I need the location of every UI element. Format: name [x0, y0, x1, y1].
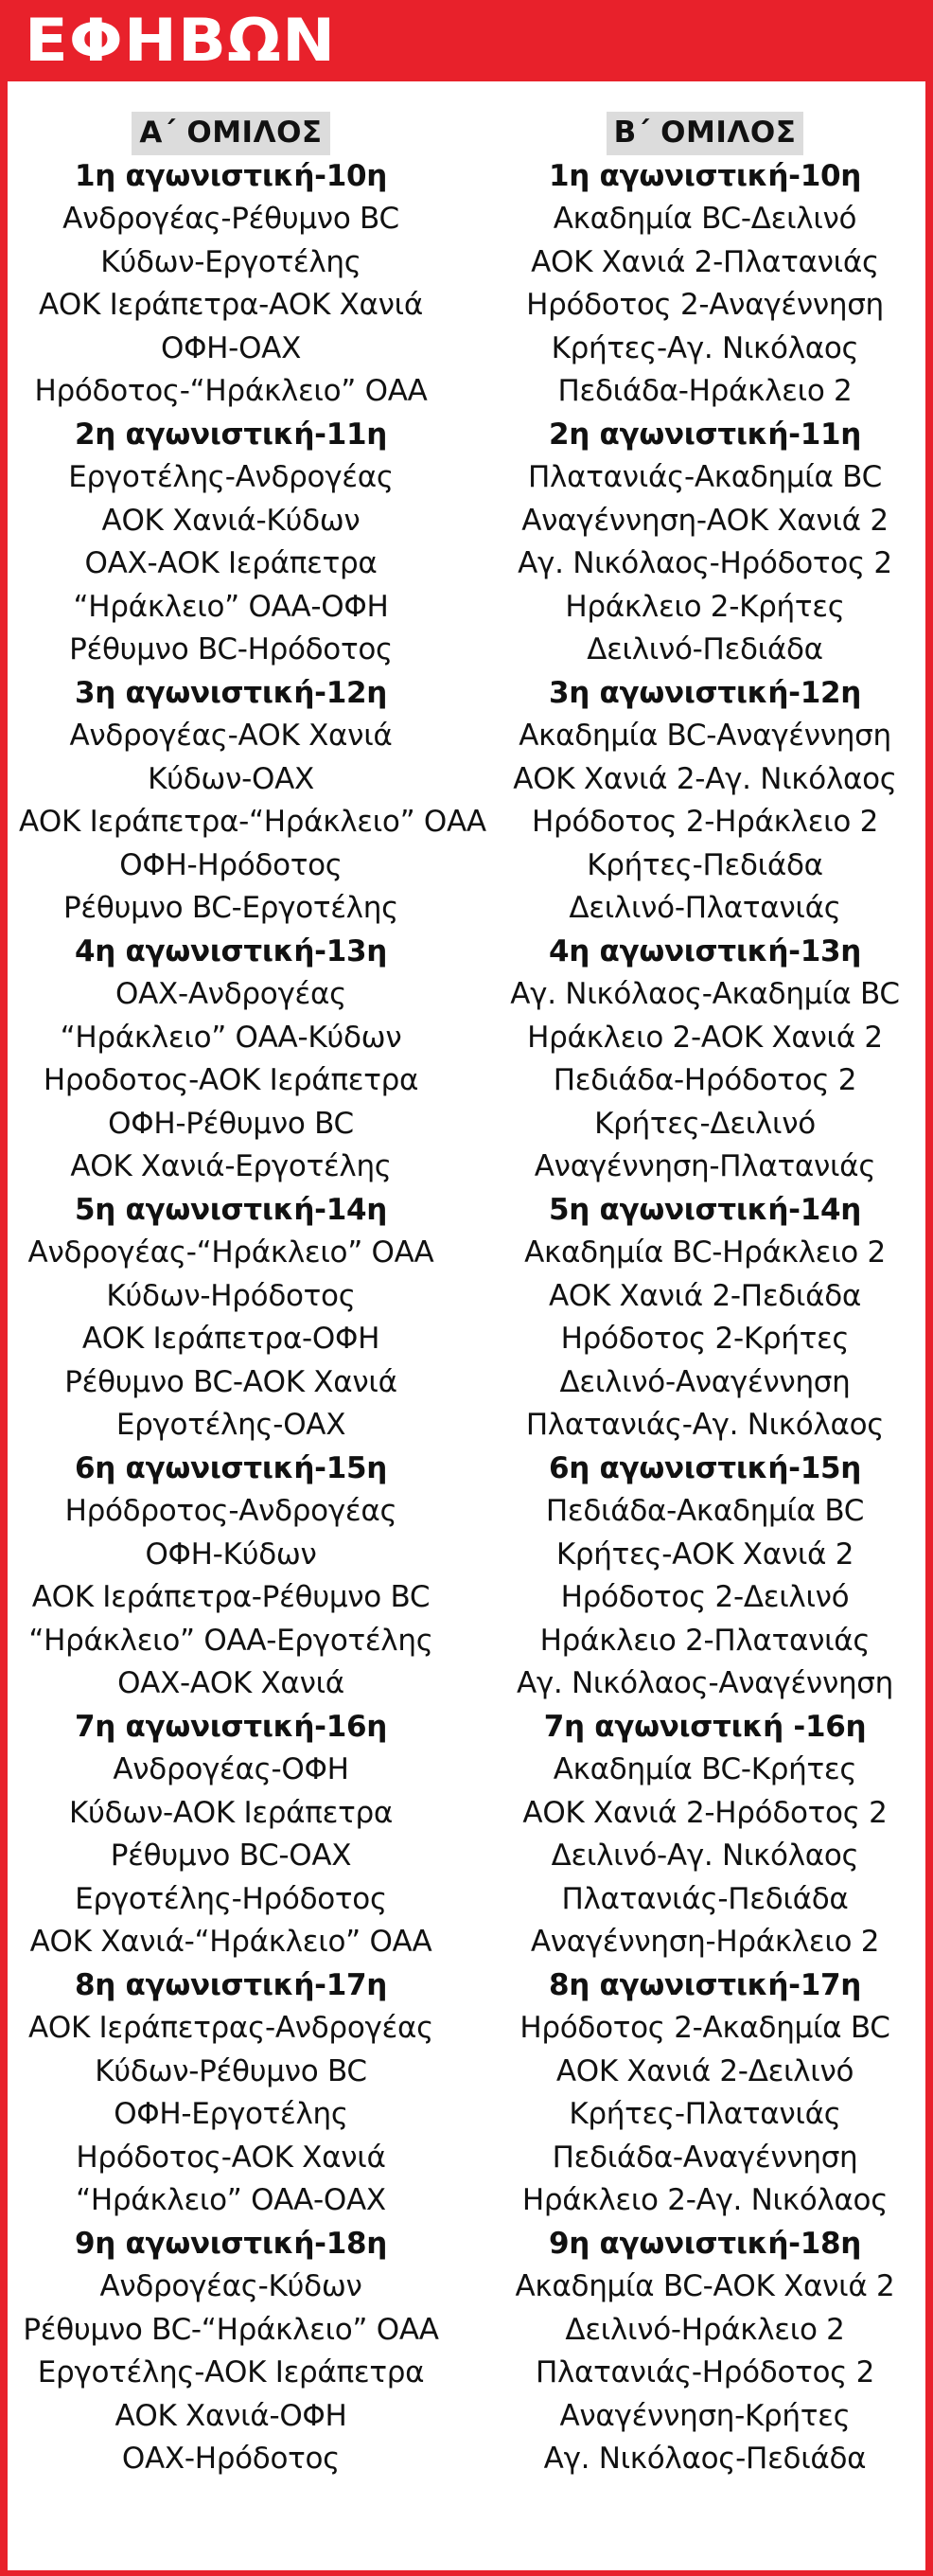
- match-fixture: Δειλινό-Αναγέννηση: [559, 1364, 851, 1399]
- match-fixture: Δειλινό-Πλατανιάς: [569, 891, 841, 925]
- match-fixture: Κρήτες-Αγ. Νικόλαος: [551, 330, 859, 365]
- match-fixture: Εργοτέλης-Ηρόδοτος: [75, 1881, 387, 1916]
- round-title: 7η αγωνιστική-16η: [74, 1709, 388, 1744]
- match-fixture: Πεδιάδα-Αναγέννηση: [552, 2140, 858, 2175]
- match-fixture: Ηράκλειο 2-Πλατανιάς: [539, 1623, 871, 1658]
- match-fixture: Ηρόδροτος-Ανδρογέας: [64, 1494, 397, 1528]
- match-fixture: ΟΦΗ-Ηρόδοτος: [119, 847, 343, 882]
- match-fixture: Κύδων-ΑΟΚ Ιεράπετρα: [69, 1795, 393, 1830]
- group-column-b: [492, 112, 918, 2481]
- match-fixture: Ανδρογέας-Ρέθυμνο BC: [62, 202, 399, 236]
- match-fixture: Αγ. Νικόλαος-Αναγέννηση: [516, 1666, 894, 1700]
- match-fixture: ΑΟΚ Ιεράπετρα-“Ηράκλειο” ΟΑΑ: [19, 805, 486, 839]
- round-title: 8η αγωνιστική-17η: [74, 1967, 388, 2002]
- match-fixture: Ακαδημία BC-Αναγέννηση: [519, 719, 891, 753]
- match-fixture: Πλατανιάς-Ηρόδοτος 2: [535, 2355, 875, 2389]
- round-title: 7η αγωνιστική -16η: [543, 1709, 867, 1744]
- match-fixture: Ρέθυμνο BC-Ηρόδοτος: [69, 632, 393, 666]
- match-fixture: Ακαδημία BC-Ηράκλειο 2: [524, 1235, 886, 1270]
- match-fixture: ΑΟΚ Χανιά-Κύδων: [101, 503, 361, 538]
- match-fixture: Ηροδοτος-ΑΟΚ Ιεράπετρα: [43, 1063, 419, 1097]
- match-fixture: Ακαδημία BC-Κρήτες: [553, 1752, 857, 1786]
- match-fixture: Πεδιάδα-Ηράκλειο 2: [557, 374, 853, 408]
- match-fixture: ΑΟΚ Χανιά 2-Πλατανιάς: [531, 244, 879, 279]
- match-fixture: Εργοτέλης-Ανδρογέας: [68, 460, 394, 494]
- match-fixture: Δειλινό-Ηράκλειο 2: [565, 2312, 845, 2347]
- match-fixture: ΑΟΚ Χανιά 2-Πεδιάδα: [548, 1278, 862, 1313]
- match-fixture: “Ηράκλειο” ΟΑΑ-Κύδων: [60, 1020, 402, 1055]
- match-fixture: Ηρόδοτος 2-Δειλινό: [560, 1580, 850, 1614]
- round-title: 1η αγωνιστική-10η: [548, 158, 862, 193]
- match-fixture: Αναγέννηση-Ηράκλειο 2: [530, 1925, 880, 1959]
- match-fixture: “Ηράκλειο” ΟΑΑ-ΟΑΧ: [76, 2183, 386, 2217]
- match-fixture: ΑΟΚ Χανιά-“Ηράκλειο” ΟΑΑ: [29, 1925, 432, 1959]
- match-fixture: Κύδων-Εργοτέλης: [100, 244, 361, 279]
- match-fixture: ΑΟΚ Χανιά-Εργοτέλης: [70, 1149, 392, 1183]
- match-fixture: Ρέθυμνο BC-“Ηράκλειο” ΟΑΑ: [23, 2312, 439, 2347]
- match-fixture: Αναγέννηση-Πλατανιάς: [534, 1149, 876, 1183]
- match-fixture: Ηρόδοτος 2-Ηράκλειο 2: [531, 805, 878, 839]
- match-fixture: Κρήτες-Δειλινό: [594, 1106, 816, 1141]
- match-fixture: Αγ. Νικόλαος-Ηρόδοτος 2: [518, 546, 892, 580]
- match-fixture: ΟΦΗ-Εργοτέλης: [114, 2097, 348, 2131]
- match-fixture: Ηρόδοτος-ΑΟΚ Χανιά: [76, 2140, 386, 2175]
- match-fixture: ΟΦΗ-Κύδων: [145, 1537, 317, 1572]
- section-header: [0, 0, 933, 81]
- match-fixture: Εργοτέλης-ΑΟΚ Ιεράπετρα: [37, 2355, 425, 2389]
- match-fixture: Ηράκλειο 2-ΑΟΚ Χανιά 2: [527, 1020, 883, 1055]
- match-fixture: Πλατανιάς-Αγ. Νικόλαος: [525, 1408, 885, 1442]
- match-fixture: Ηρόδοτος 2-Αναγέννηση: [526, 288, 884, 322]
- match-fixture: ΑΟΚ Χανιά 2-Αγ. Νικόλαος: [513, 761, 897, 796]
- match-fixture: ΑΟΚ Χανιά-ΟΦΗ: [114, 2398, 347, 2433]
- match-fixture: “Ηράκλειο” ΟΑΑ-ΟΦΗ: [73, 589, 389, 624]
- group-title: Β΄ ΟΜΙΛΟΣ: [607, 112, 804, 155]
- round-title: 8η αγωνιστική-17η: [548, 1967, 862, 2002]
- round-title: 2η αγωνιστική-11η: [548, 417, 862, 452]
- match-fixture: ΟΑΧ-ΑΟΚ Χανιά: [117, 1666, 344, 1700]
- match-fixture: ΟΑΧ-Ηρόδοτος: [121, 2442, 341, 2476]
- match-fixture: Αναγέννηση-ΑΟΚ Χανιά 2: [521, 503, 889, 538]
- round-title: 3η αγωνιστική-12η: [548, 675, 862, 710]
- match-fixture: Κρήτες-ΑΟΚ Χανιά 2: [555, 1537, 854, 1572]
- match-fixture: ΟΑΧ-ΑΟΚ Ιεράπετρα: [84, 546, 378, 580]
- match-fixture: Πεδιάδα-Ηρόδοτος 2: [553, 1063, 857, 1097]
- match-fixture: ΟΦΗ-Ρέθυμνο BC: [108, 1106, 354, 1141]
- round-title: 5η αγωνιστική-14η: [74, 1192, 388, 1227]
- match-fixture: Αναγέννηση-Κρήτες: [559, 2398, 851, 2433]
- match-fixture: Ηρόδοτος-“Ηράκλειο” ΟΑΑ: [34, 374, 428, 408]
- match-fixture: Αγ. Νικόλαος-Ακαδημία BC: [510, 977, 900, 1011]
- match-fixture: Ρέθυμνο BC-Εργοτέλης: [63, 891, 398, 925]
- match-fixture: Ανδρογέας-“Ηράκλειο” ΟΑΑ: [27, 1235, 434, 1270]
- round-title: 9η αγωνιστική-18η: [74, 2226, 388, 2261]
- match-fixture: Ηρόδοτος 2-Ακαδημία BC: [519, 2011, 890, 2045]
- match-fixture: Κρήτες-Πεδιάδα: [587, 847, 823, 882]
- match-fixture: Ηράκλειο 2-Κρήτες: [565, 589, 845, 624]
- match-fixture: Ανδρογέας-ΑΟΚ Χανιά: [69, 719, 393, 753]
- group-title: Α΄ ΟΜΙΛΟΣ: [132, 112, 329, 155]
- match-fixture: Ηρόδοτος 2-Κρήτες: [560, 1322, 850, 1356]
- round-title: 9η αγωνιστική-18η: [548, 2226, 862, 2261]
- round-title: 1η αγωνιστική-10η: [74, 158, 388, 193]
- match-fixture: ΑΟΚ Ιεράπετρας-Ανδρογέας: [27, 2011, 434, 2045]
- round-title: 4η αγωνιστική-13η: [74, 933, 388, 968]
- match-fixture: Πεδιάδα-Ακαδημία BC: [545, 1494, 865, 1528]
- match-fixture: ΟΑΧ-Ανδρογέας: [115, 977, 346, 1011]
- match-fixture: ΑΟΚ Ιεράπετρα-ΑΟΚ Χανιά: [39, 288, 423, 322]
- match-fixture: Ρέθυμνο BC-ΟΑΧ: [110, 1839, 352, 1873]
- match-fixture: Αγ. Νικόλαος-Πεδιάδα: [543, 2442, 867, 2476]
- match-fixture: Ανδρογέας-ΟΦΗ: [113, 1752, 349, 1786]
- match-fixture: Δειλινό-Αγ. Νικόλαος: [551, 1839, 859, 1873]
- match-fixture: ΑΟΚ Ιεράπετρα-ΟΦΗ: [81, 1322, 380, 1356]
- match-fixture: ΟΦΗ-ΟΑΧ: [160, 330, 302, 365]
- match-fixture: Δειλινό-Πεδιάδα: [587, 632, 823, 666]
- match-fixture: “Ηράκλειο” ΟΑΑ-Εργοτέλης: [28, 1623, 433, 1658]
- match-fixture: Ηράκλειο 2-Αγ. Νικόλαος: [521, 2183, 889, 2217]
- round-title: 4η αγωνιστική-13η: [548, 933, 862, 968]
- round-title: 6η αγωνιστική-15η: [548, 1450, 862, 1485]
- match-fixture: ΑΟΚ Ιεράπετρα-Ρέθυμνο BC: [31, 1580, 431, 1614]
- match-fixture: Κύδων-Ηρόδοτος: [106, 1278, 356, 1313]
- round-title: 5η αγωνιστική-14η: [548, 1192, 862, 1227]
- match-fixture: Ακαδημία BC-ΑΟΚ Χανιά 2: [515, 2269, 895, 2303]
- match-fixture: Ακαδημία BC-Δειλινό: [553, 202, 857, 236]
- match-fixture: Ρέθυμνο BC-ΑΟΚ Χανιά: [64, 1364, 397, 1399]
- match-fixture: Πλατανιάς-Ακαδημία BC: [528, 460, 882, 494]
- match-fixture: Ανδρογέας-Κύδων: [99, 2269, 362, 2303]
- group-column-a: [19, 112, 486, 2481]
- match-fixture: Κύδων-Ρέθυμνο BC: [95, 2053, 367, 2088]
- match-fixture: ΑΟΚ Χανιά 2-Ηρόδοτος 2: [522, 1795, 888, 1830]
- match-fixture: ΑΟΚ Χανιά 2-Δειλινό: [555, 2053, 854, 2088]
- round-title: 2η αγωνιστική-11η: [74, 417, 388, 452]
- round-title: 6η αγωνιστική-15η: [74, 1450, 388, 1485]
- match-fixture: Κύδων-ΟΑΧ: [148, 761, 314, 796]
- section-title: ΕΦΗΒΩΝ: [25, 6, 337, 75]
- match-fixture: Πλατανιάς-Πεδιάδα: [561, 1881, 849, 1916]
- match-fixture: Εργοτέλης-ΟΑΧ: [115, 1408, 346, 1442]
- round-title: 3η αγωνιστική-12η: [74, 675, 388, 710]
- match-fixture: Κρήτες-Πλατανιάς: [569, 2097, 841, 2131]
